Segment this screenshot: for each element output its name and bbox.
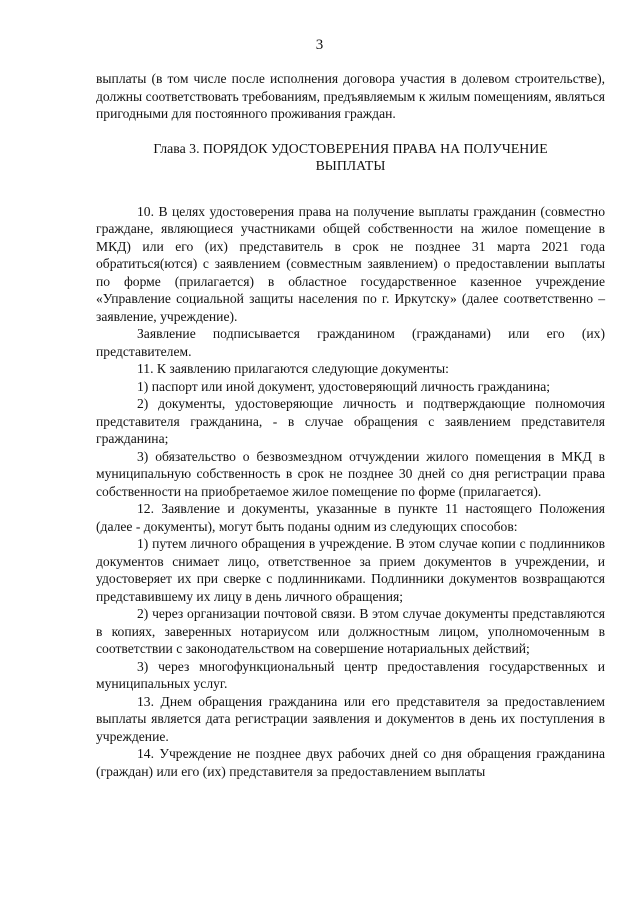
chapter-heading: Глава 3. ПОРЯДОК УДОСТОВЕРЕНИЯ ПРАВА НА ПОЛУЧЕНИЕ ВЫПЛАТЫ [153, 140, 548, 173]
list-item-12-1: 1) путем личного обращения в учреждение. В этом случае копии с подлинников документов снимает лицо, ответственное за прием документов в учреждении, и удостоверяет их при сверке с подлинниками. Подлинники документов возвращаются представившему их лицу в день личного обращения; [96, 536, 605, 604]
list-item-12-2: 2) через организации почтовой связи. В этом случае документы представляются в копиях, заверенных нотариусом или должностным лицом, уполномоченным в соответствии с законодательством на совершение нотариальных действий; [96, 606, 605, 656]
list-item-11-3: 3) обязательство о безвозмездном отчуждении жилого помещения в МКД в муниципальную собственность в срок не позднее 30 дней со дня регистрации права собственности на приобретаемое жилое помещение по форме (прилагается). [96, 448, 605, 499]
paragraph-12: 12. Заявление и документы, указанные в пункте 11 настоящего Положения (далее - документы), могут быть поданы одним из следующих способов: [96, 501, 605, 534]
list-item-11-1: 1) паспорт или иной документ, удостоверяющий личность гражданина; [137, 378, 551, 394]
paragraph-13: 13. Днем обращения гражданина или его представителя за предоставлением выплаты является дата регистрации заявления и документов в день их поступления в учреждение. [96, 693, 605, 744]
document-body [96, 70, 605, 780]
list-item-11-2: 2) документы, удостоверяющие личность и подтверждающие полномочия представителя гражданина, - в случае обращения с заявлением представителя гражданина; [96, 396, 605, 446]
paragraph-continuation: выплаты (в том числе после исполнения договора участия в долевом строительстве), должны соответствовать требованиям, предъявляемым к жилым помещениям, являться пригодными для постоянного проживания граждан. [96, 71, 605, 121]
page-number: 3 [315, 37, 324, 53]
paragraph-10: 10. В целях удостоверения права на получение выплаты гражданин (совместно граждане, являющиеся участниками общей собственности на жилое помещение в МКД) или его (их) представитель в срок не позднее 31 марта 2021 года обратиться(ются) с заявлением (совместным заявлением) о предоставлении выплаты по форме (прилагается) в областное государственное казенное учреждение «Управление социальной защиты населения по г. Иркутску» (далее соответственно – заявление, учреждение). [96, 203, 605, 324]
list-item-12-3: 3) через многофункциональный центр предоставления государственных и муниципальных услуг. [96, 658, 605, 691]
paragraph-application-signature: Заявление подписывается гражданином (гражданами) или его (их) представителем. [96, 326, 605, 359]
paragraph-11: 11. К заявлению прилагаются следующие документы: [137, 361, 449, 376]
paragraph-14: 14. Учреждение не позднее двух рабочих дней со дня обращения гражданина (граждан) или его (их) представителя за предоставлением выплаты [96, 746, 605, 779]
